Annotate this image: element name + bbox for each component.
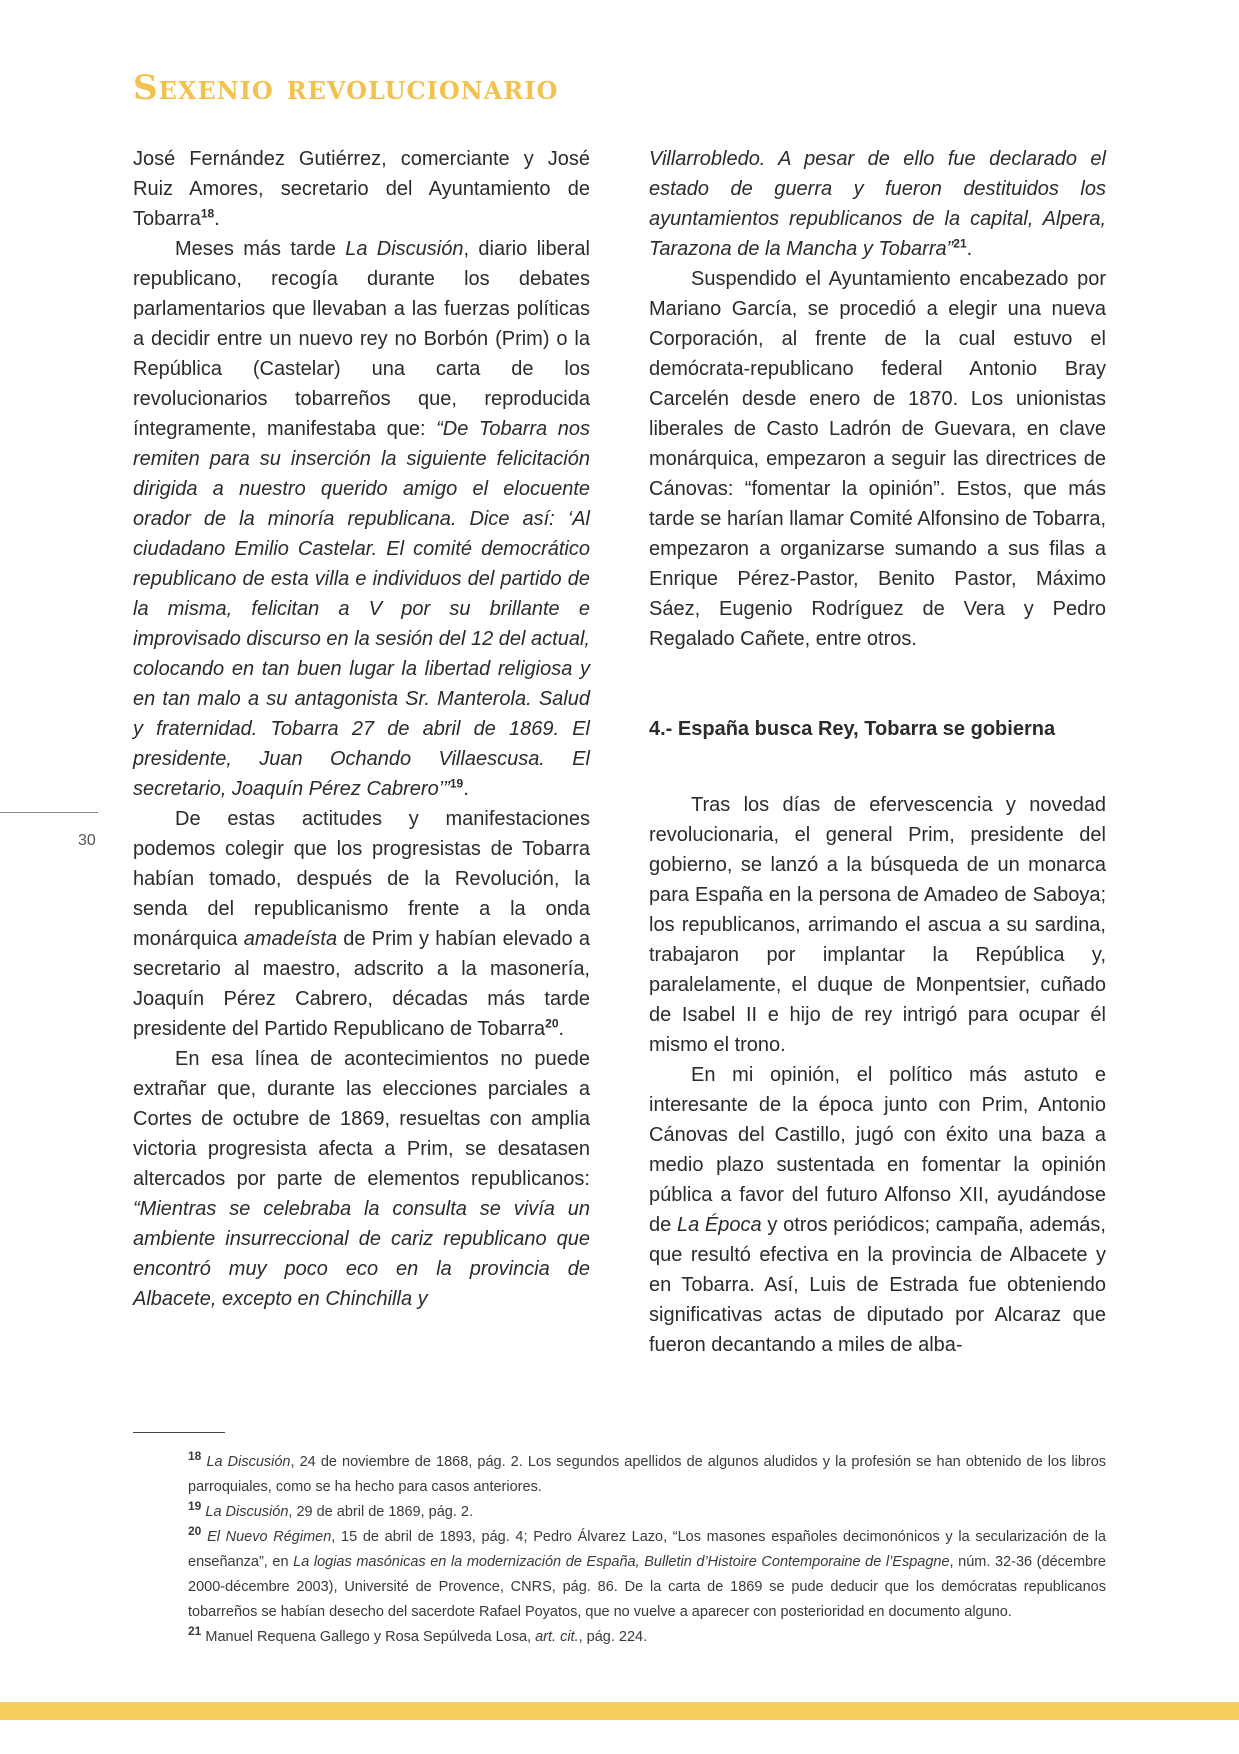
footnote-rule bbox=[133, 1432, 225, 1433]
footnote-ref[interactable]: 20 bbox=[545, 1016, 559, 1031]
footnote-18: $^{18}$ La Discusión, 24 de noviembre de 1868, pág. 2. Los segundos apellidos de algunos aludidos y la profesión se han obtenido de los libros parroquiales, como se ha hecho para casos anteriores. bbox=[188, 1449, 1107, 1495]
section-heading: 4.- España busca Rey, Tobarra se gobierna bbox=[649, 718, 1056, 740]
paragraph: De estas actitudes y manifestaciones podemos colegir que los progresistas de Tobarra habían tomado, después de la Revolución, la senda del republicanismo frente a la onda monárquica amadeísta de Prim y habían elevado a secretario al maestro, adscrito a la masonería, Joaquín Pérez Cabrero, décadas más tarde presidente del Partido Republicano de Tobarra$^{20}$. bbox=[133, 808, 590, 1040]
footnote-ref[interactable]: 21 bbox=[953, 236, 967, 251]
right-column bbox=[649, 144, 1106, 1360]
footnote-20: $^{20}$ El Nuevo Régimen, 15 de abril de 1893, pág. 4; Pedro Álvarez Lazo, “Los masones españoles decimonónicos y la secularización de la enseñanza”, en La logias masónicas en la modernización de España, Bulletin d’Histoire Contemporaine de l’Espagne, núm. 32-36 (décembre 2000-décembre 2003), Université de Provence, CNRS, pág. 86. De la carta de 1869 se pude deducir que los demócratas republicanos tobarreños se habían desecho del sacerdote Rafael Poyatos, que no vuelve a aparecer con posterioridad en documento alguno. bbox=[188, 1524, 1106, 1620]
paragraph: Meses más tarde La Discusión, diario liberal republicano, recogía durante los debates parlamentarios que llevaban a las fuerzas políticas a decidir entre un nuevo rey no Borbón (Prim) o la República (Castelar) una carta de los revolucionarios tobarreños que, reproducida íntegramente, manifestaba que: “De Tobarra nos remiten para su inserción la siguiente felicitación dirigida a nuestro querido amigo el elocuente orador de la minoría republicana. Dice así: ‘Al ciudadano Emilio Castelar. El comité democrático republicano de esta villa e individuos del partido de la misma, felicitan a V por su brillante e improvisado discurso en la sesión del 12 del actual, colocando en tan buen lugar la libertad religiosa y en tan malo a su antagonista Sr. Manterola. Salud y fraternidad. Tobarra 27 de abril de 1869. El presidente, Juan Ochando Villaescusa. El secretario, Joaquín Pérez Cabrero’”$^{19}$. bbox=[133, 238, 590, 800]
footnotes bbox=[188, 1450, 1106, 1650]
paragraph: En esa línea de acontecimientos no puede extrañar que, durante las elecciones parciales a Cortes de octubre de 1869, resueltas con amplia victoria progresista afecta a Prim, se desatasen altercados por parte de elementos republicanos: “Mientras se celebraba la consulta se vivía un ambiente insurreccional de cariz republicano que encontró muy poco eco en la provincia de Albacete, excepto en Chinchilla y bbox=[133, 1048, 590, 1310]
running-title: Sexenio revolucionario bbox=[133, 68, 559, 108]
quotation: “Mientras se celebraba la consulta se vivía un ambiente insurreccional de cariz republicano que encontró muy poco eco en la provincia de Albacete, excepto en Chinchilla y bbox=[133, 1198, 590, 1310]
quotation: Villarrobledo. A pesar de ello fue declarado el estado de guerra y fueron destituidos los ayuntamientos republicanos de la capital, Alpera, Tarazona de la Mancha y Tobarra” bbox=[649, 148, 1106, 260]
decorative-bottom-bar bbox=[0, 1702, 1239, 1720]
quotation: “De Tobarra nos remiten para su inserción la siguiente felicitación dirigida a nuestro querido amigo el elocuente orador de la minoría republicana. Dice así: ‘Al ciudadano Emilio Castelar. El comité democrático republicano de esta villa e individuos del partido de la misma, felicitan a V por su brillante e improvisado discurso en la sesión del 12 del actual, colocando en tan buen lugar la libertad religiosa y en tan malo a su antagonista Sr. Manterola. Salud y fraternidad. Tobarra 27 de abril de 1869. El presidente, Juan Ochando Villaescusa. El secretario, Joaquín Pérez Cabrero’” bbox=[133, 418, 590, 800]
paragraph: José Fernández Gutiérrez, comerciante y José Ruiz Amores, secretario del Ayuntamiento de Tobarra$^{18}$. bbox=[133, 148, 590, 230]
footnote-19: $^{19}$ La Discusión, 29 de abril de 1869, pág. 2. bbox=[188, 1499, 474, 1520]
paragraph: Villarrobledo. A pesar de ello fue declarado el estado de guerra y fueron destituidos los ayuntamientos republicanos de la capital, Alpera, Tarazona de la Mancha y Tobarra”$^{21}$. bbox=[649, 148, 1106, 260]
left-column bbox=[133, 144, 590, 1314]
page-number: 30 bbox=[78, 832, 96, 849]
paragraph: Suspendido el Ayuntamiento encabezado por Mariano García, se procedió a elegir una nueva Corporación, al frente de la cual estuvo el demócrata-republicano federal Antonio Bray Carcelén desde enero de 1870. Los unionistas liberales de Casto Ladrón de Guevara, en clave monárquica, empezaron a seguir las directrices de Cánovas: “fomentar la opinión”. Estos, que más tarde se harían llamar Comité Alfonsino de Tobarra, empezaron a organizarse sumando a sus filas a Enrique Pérez-Pastor, Benito Pastor, Máximo Sáez, Eugenio Rodríguez de Vera y Pedro Regalado Cañete, entre otros. bbox=[649, 268, 1106, 650]
paragraph: Tras los días de efervescencia y novedad revolucionaria, el general Prim, presidente del gobierno, se lanzó a la búsqueda de un monarca para España en la persona de Amadeo de Saboya; los republicanos, arrimando el ascua a su sardina, trabajaron por implantar la República y, paralelamente, el duque de Monpentsier, cuñado de Isabel II e hijo de rey intrigó para ocupar él mismo el trono. bbox=[649, 794, 1106, 1056]
footnote-ref[interactable]: 19 bbox=[449, 776, 464, 791]
margin-rule bbox=[0, 812, 98, 813]
footnote-21: $^{21}$ Manuel Requena Gallego y Rosa Sepúlveda Losa, art. cit., pág. 224. bbox=[188, 1624, 648, 1645]
paragraph: En mi opinión, el político más astuto e interesante de la época junto con Prim, Antonio Cánovas del Castillo, jugó con éxito una baza a medio plazo sustentada en fomentar la opinión pública a favor del futuro Alfonso XII, ayudándose de La Época y otros periódicos; campaña, además, que resultó efectiva en la provincia de Albacete y en Tobarra. Así, Luis de Estrada fue obteniendo significativas actas de diputado por Alcaraz que fueron decantando a miles de alba- bbox=[649, 1064, 1106, 1356]
footnote-ref[interactable]: 18 bbox=[200, 206, 215, 221]
